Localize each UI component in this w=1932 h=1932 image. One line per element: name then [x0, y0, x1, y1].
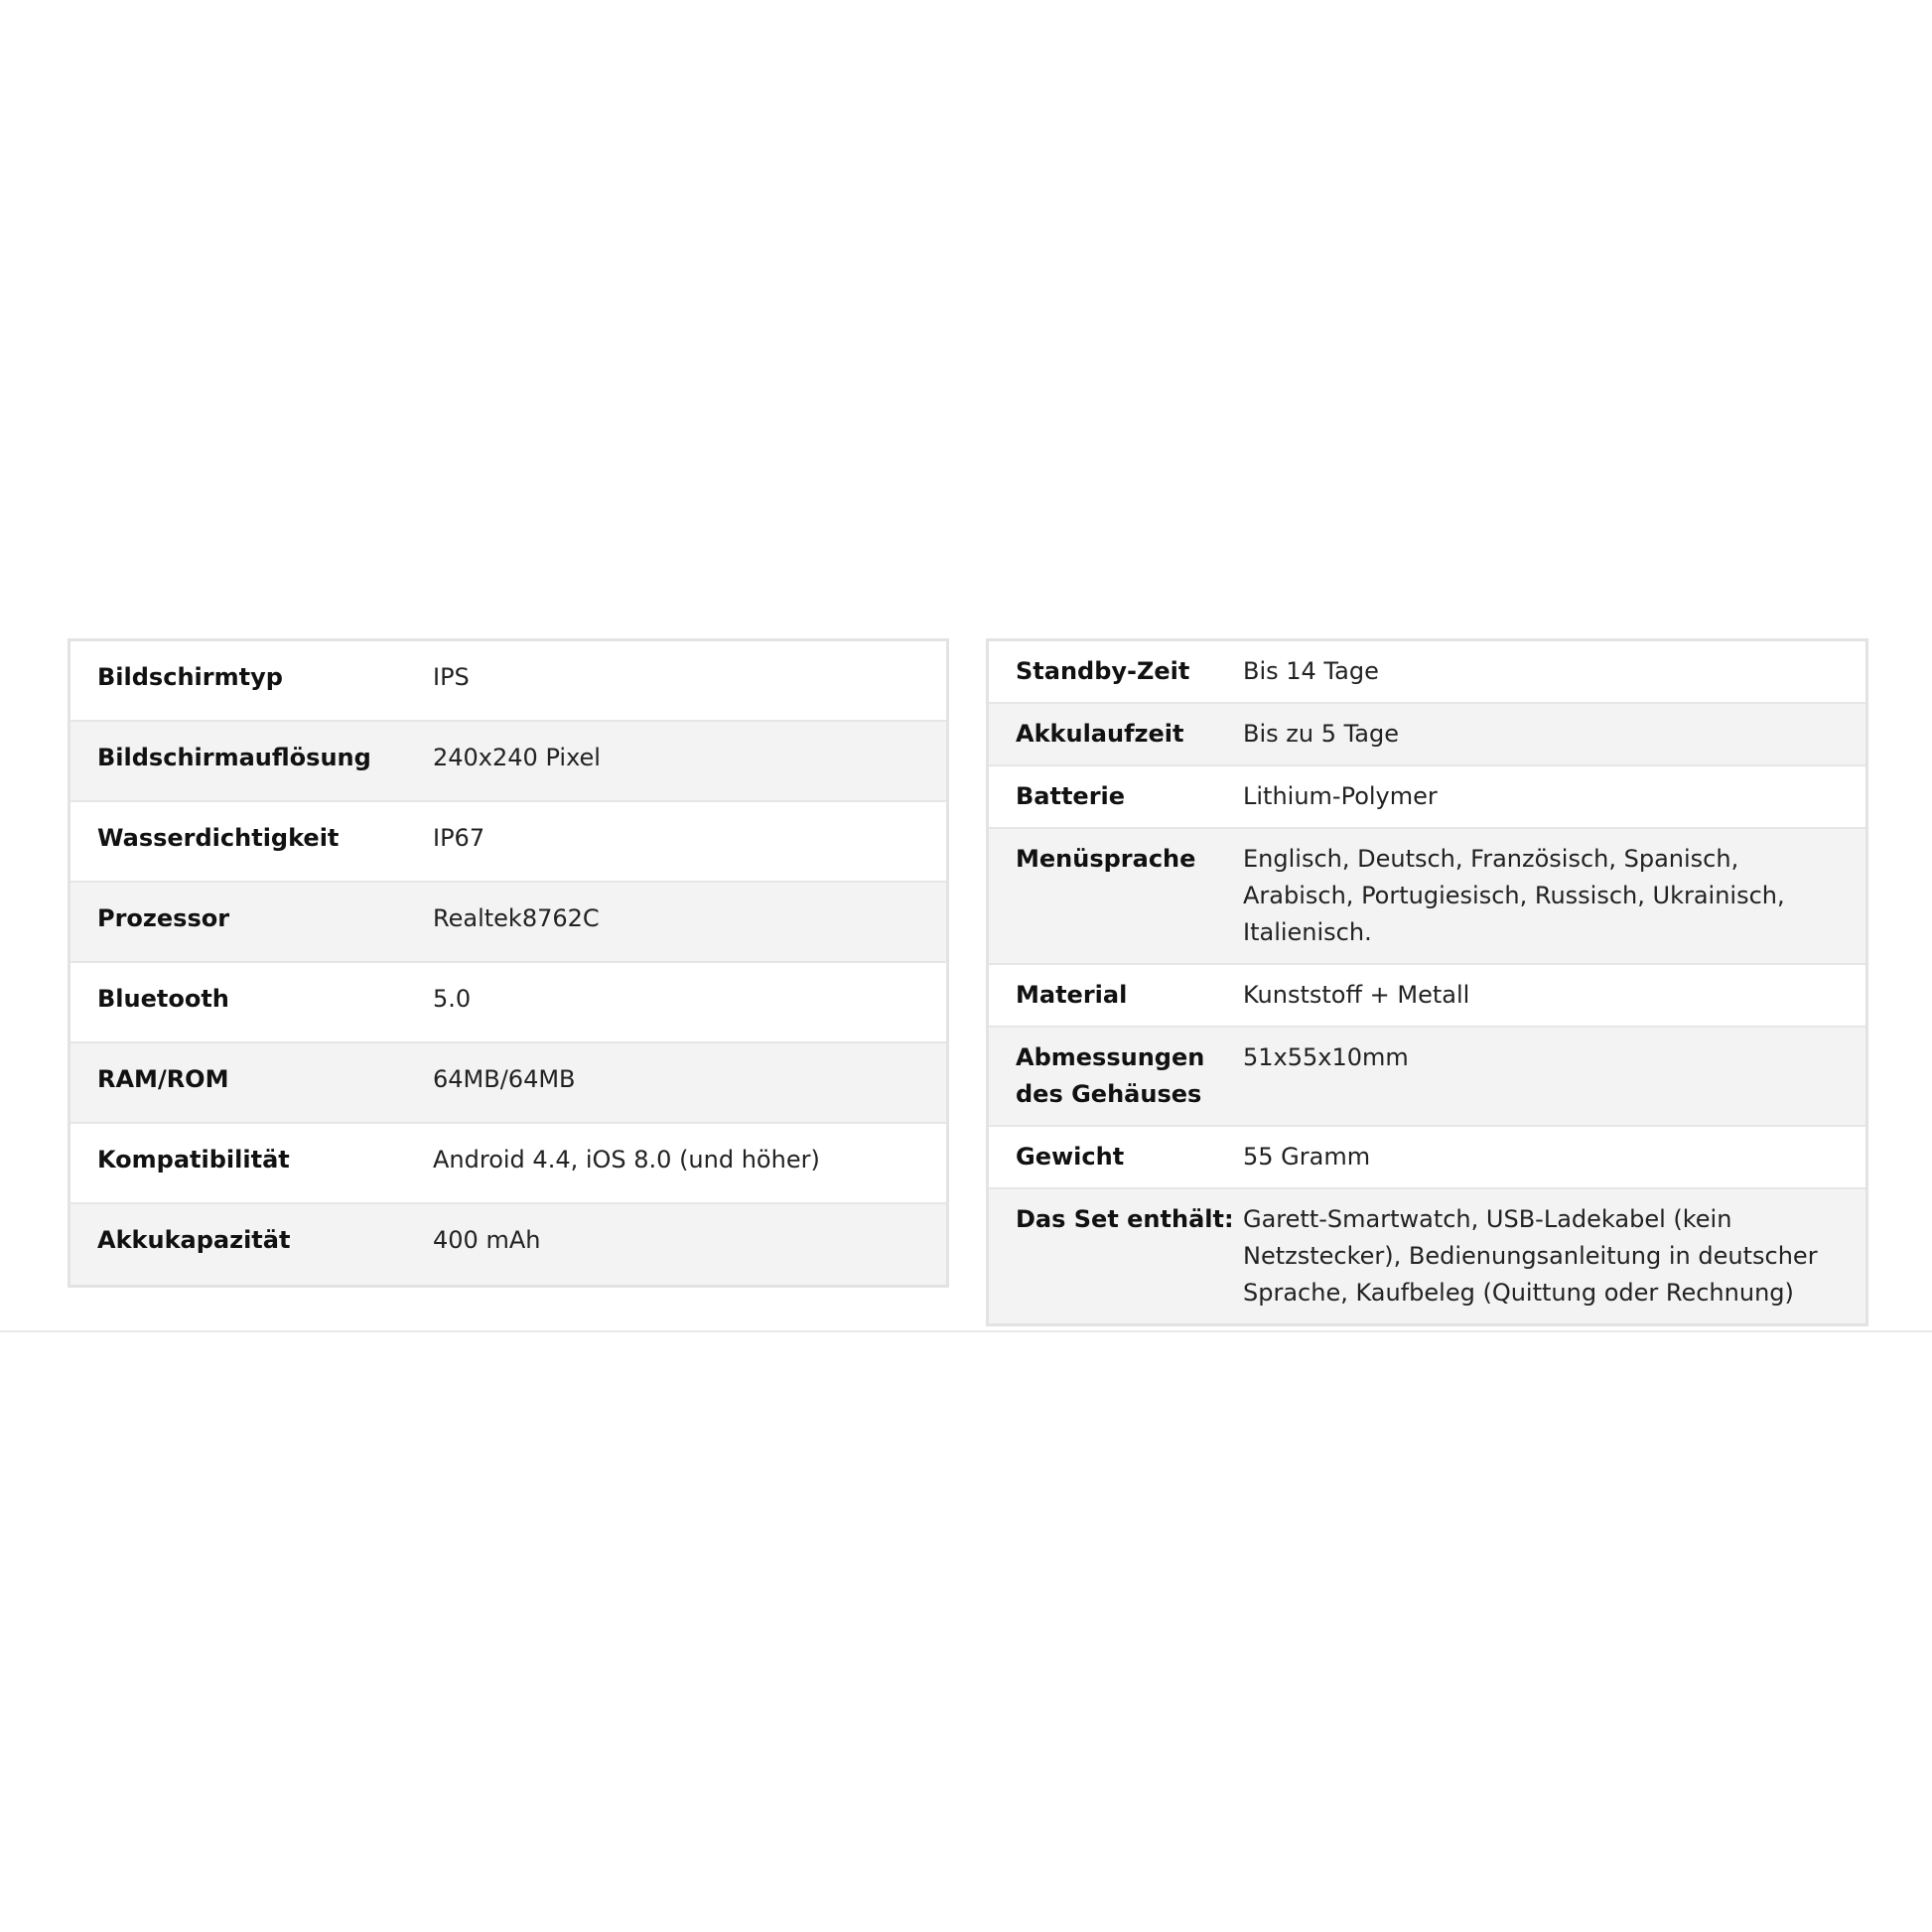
spec-value: Garett-Smartwatch, USB-Ladekabel (kein Netzstecker), Bedienungsanleitung in deutscher Sprache, Kaufbeleg (Quittung oder Rechnung) [1243, 1205, 1818, 1307]
spec-label: Kompatibilität [97, 1146, 290, 1173]
spec-label: Abmessungen des Gehäuses [1016, 1043, 1205, 1108]
spec-label: Bildschirmauflösung [97, 744, 371, 771]
spec-value: IP67 [433, 824, 485, 852]
spec-row-standby-time [989, 641, 1865, 704]
spec-value: 51x55x10mm [1243, 1043, 1409, 1071]
spec-label: Material [1016, 981, 1128, 1009]
spec-row-case-dimensions [989, 1028, 1865, 1127]
spec-row-compatibility [70, 1124, 946, 1204]
spec-row-water-resistance [70, 802, 946, 883]
spec-label: Standby-Zeit [1016, 657, 1190, 685]
spec-value: 5.0 [433, 985, 472, 1013]
spec-label: RAM/ROM [97, 1065, 229, 1093]
spec-value: 240x240 Pixel [433, 744, 601, 771]
spec-row-battery-life [989, 704, 1865, 766]
spec-row-battery-capacity [70, 1204, 946, 1285]
spec-value: 400 mAh [433, 1226, 541, 1254]
spec-label: Batterie [1016, 782, 1126, 810]
spec-row-bluetooth [70, 963, 946, 1043]
spec-label: Bildschirmtyp [97, 663, 283, 691]
spec-row-package-contents [989, 1189, 1865, 1323]
spec-value: 64MB/64MB [433, 1065, 576, 1093]
spec-label: Das Set enthält: [1016, 1205, 1234, 1233]
spec-value: Bis zu 5 Tage [1243, 720, 1399, 748]
spec-row-menu-language [989, 829, 1865, 965]
spec-value: IPS [433, 663, 470, 691]
specs-table-left [68, 638, 949, 1288]
spec-label: Akkukapazität [97, 1226, 291, 1254]
spec-row-screen-type [70, 641, 946, 722]
spec-value: Lithium-Polymer [1243, 782, 1438, 810]
spec-row-processor [70, 883, 946, 963]
spec-row-battery [989, 766, 1865, 829]
spec-value: Englisch, Deutsch, Französisch, Spanisch, Arabisch, Portugiesisch, Russisch, Ukrainisch, Italienisch. [1243, 845, 1785, 946]
spec-value: Kunststoff + Metall [1243, 981, 1470, 1009]
spec-label: Gewicht [1016, 1143, 1125, 1171]
spec-label: Akkulaufzeit [1016, 720, 1184, 748]
spec-row-screen-resolution [70, 722, 946, 802]
spec-label: Prozessor [97, 904, 230, 932]
spec-label: Menüsprache [1016, 845, 1196, 873]
spec-label: Wasserdichtigkeit [97, 824, 340, 852]
specs-table-right [986, 638, 1868, 1326]
spec-row-weight [989, 1127, 1865, 1189]
spec-value: Android 4.4, iOS 8.0 (und höher) [433, 1146, 820, 1173]
spec-row-ram-rom [70, 1043, 946, 1124]
spec-row-material [989, 965, 1865, 1028]
spec-value: Bis 14 Tage [1243, 657, 1379, 685]
spec-value: Realtek8762C [433, 904, 600, 932]
spec-label: Bluetooth [97, 985, 229, 1013]
section-divider [0, 1330, 1932, 1332]
spec-value: 55 Gramm [1243, 1143, 1371, 1171]
